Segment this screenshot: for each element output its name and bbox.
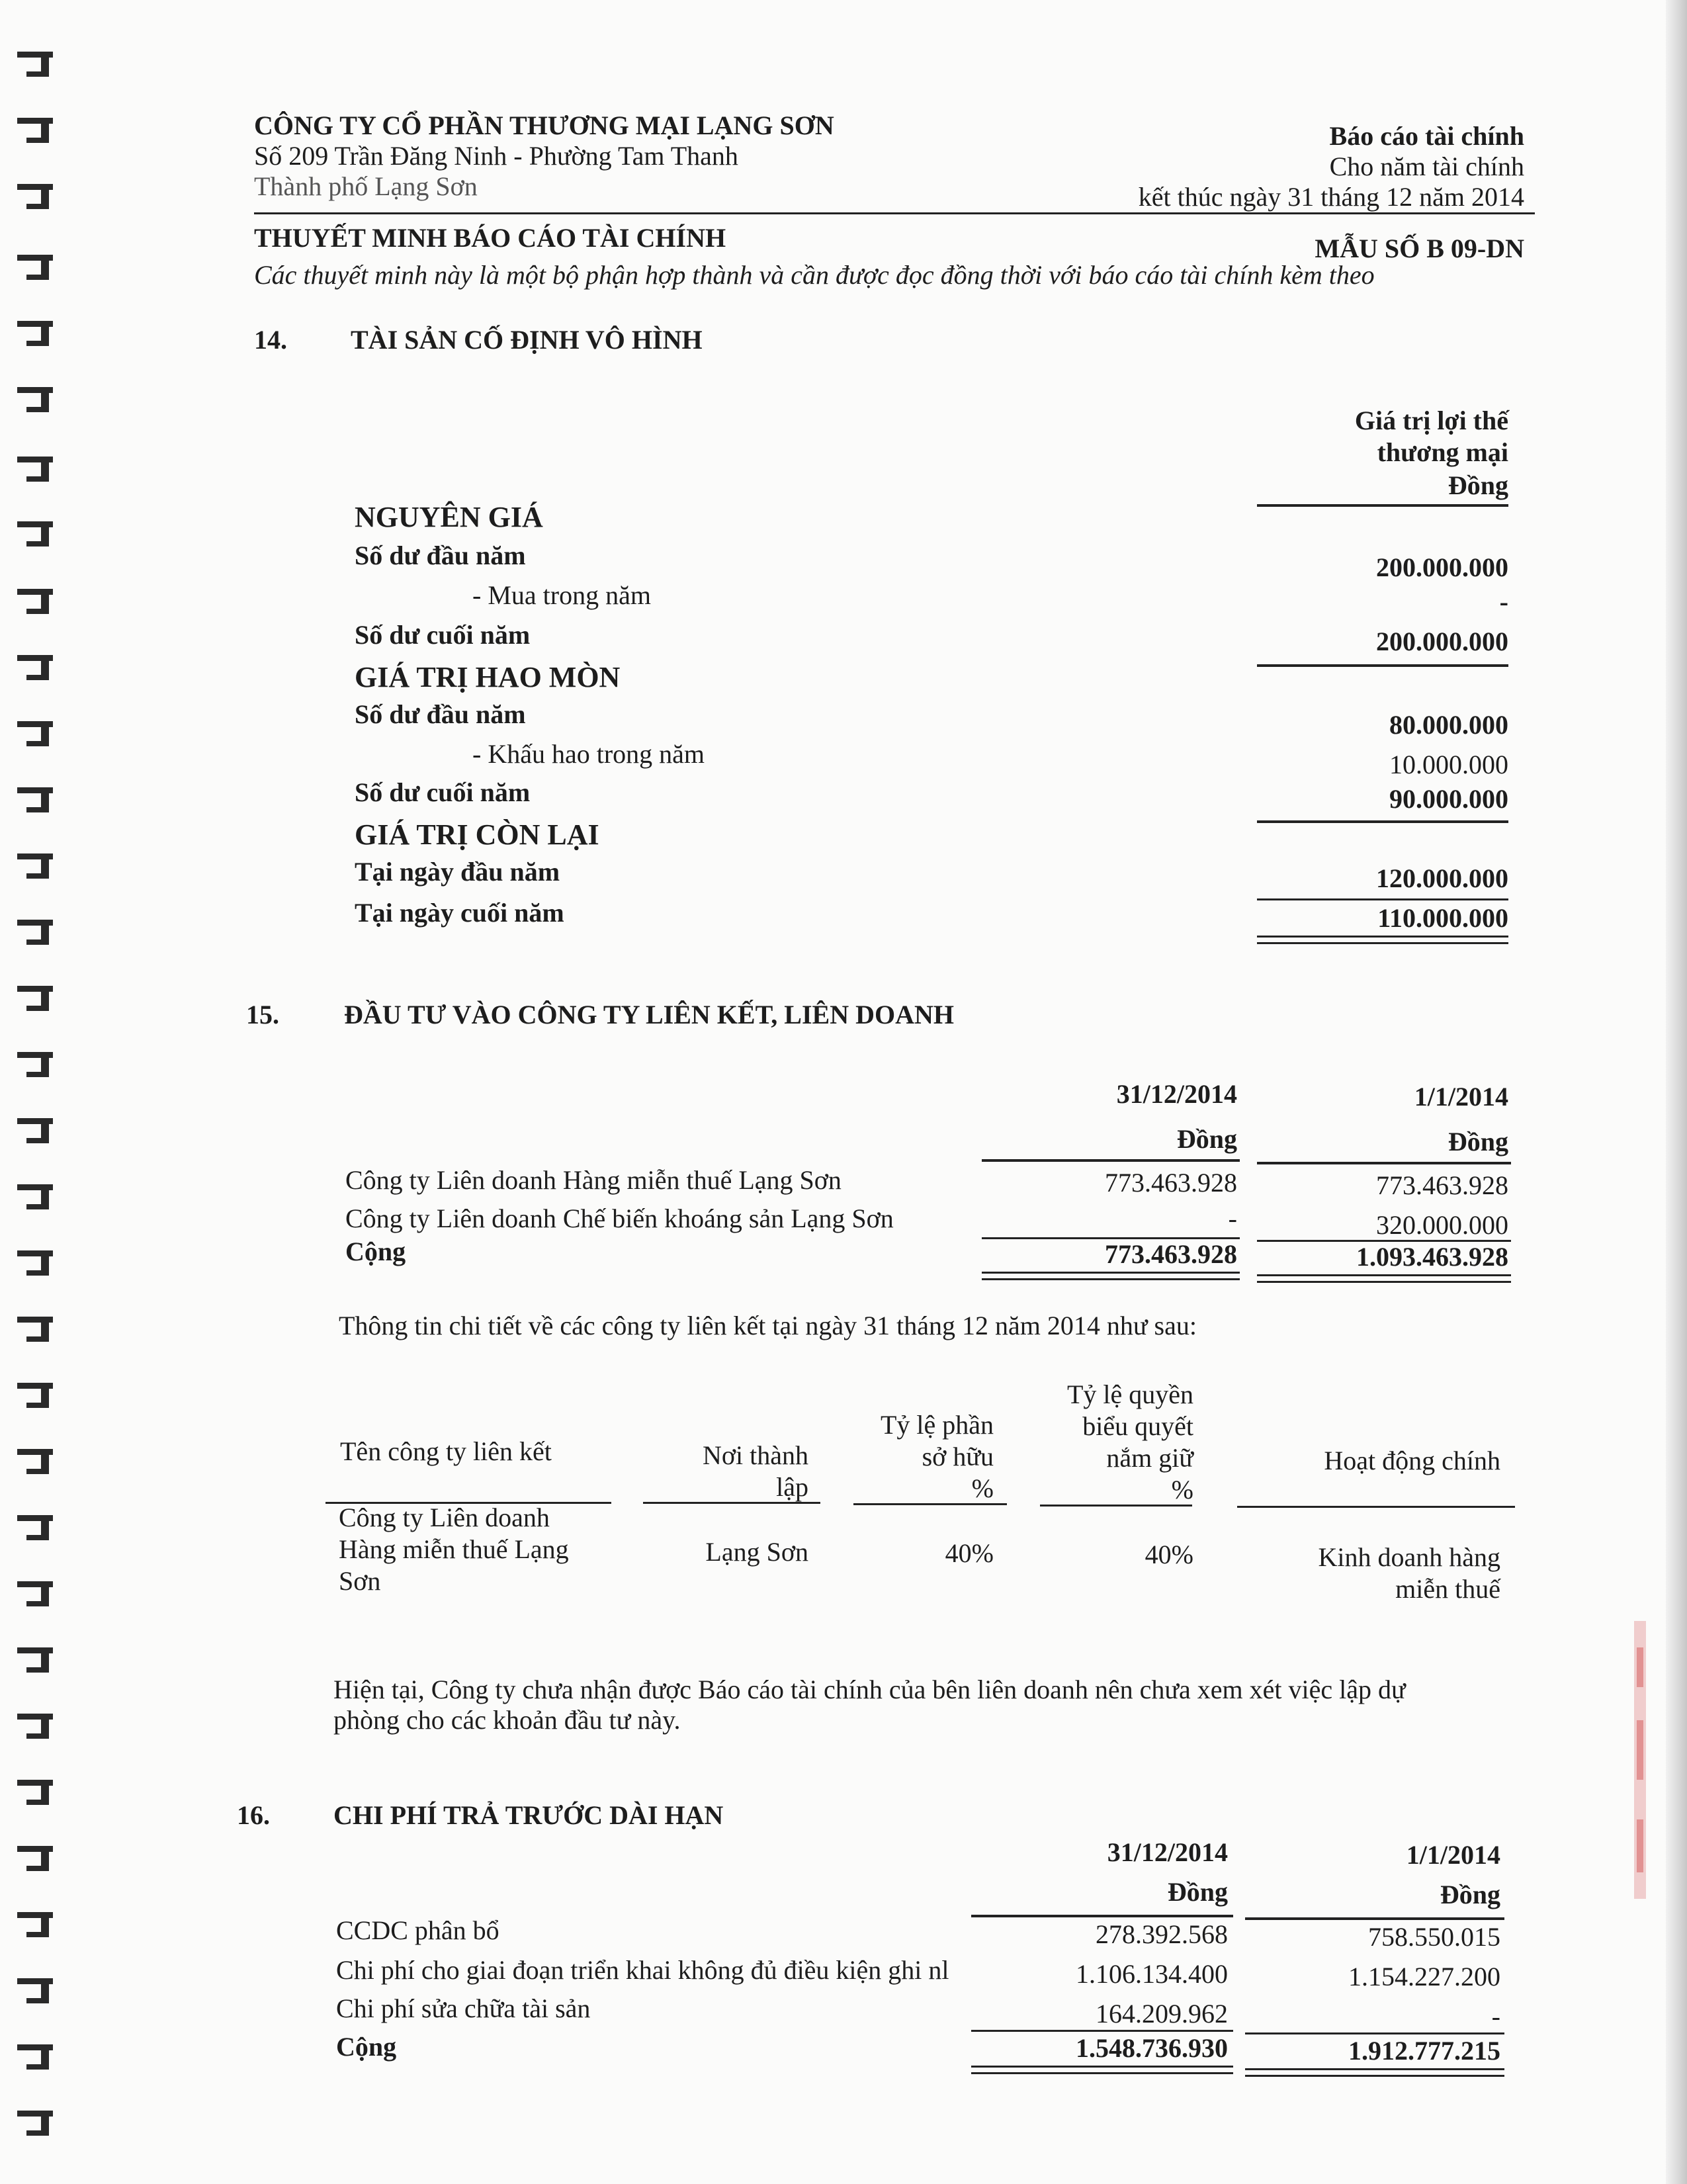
- company-city: Thành phố Lạng Sơn: [254, 171, 478, 201]
- s15-row-value: 773.463.928: [1105, 1168, 1237, 1198]
- s16-header-underline: [971, 1915, 1233, 1917]
- s15-col-unit: Đồng: [1176, 1124, 1237, 1154]
- binder-ring: [17, 118, 53, 143]
- binder-rings: [0, 0, 73, 2184]
- s14-subtotal-rule: [1257, 664, 1508, 667]
- s16-double-rule: [1245, 2068, 1504, 2070]
- s14-header-underline: [1257, 504, 1508, 507]
- s16-double-rule: [1245, 2075, 1504, 2077]
- section-14-title: TÀI SẢN CỐ ĐỊNH VÔ HÌNH: [351, 325, 703, 355]
- s14-row-label: Số dư cuối năm: [355, 777, 531, 807]
- s15-col-header-2014: 31/12/2014: [1116, 1079, 1237, 1109]
- binder-ring: [17, 1515, 53, 1540]
- s15-col-unit: Đồng: [1448, 1127, 1508, 1157]
- s14-row-label: Tại ngày cuối năm: [355, 898, 564, 928]
- report-period-line1: Cho năm tài chính: [1329, 152, 1524, 181]
- s15-total-value: 773.463.928: [1105, 1239, 1237, 1269]
- s15-row-label: Công ty Liên doanh Hàng miễn thuế Lạng Sơn: [345, 1165, 842, 1195]
- s14-row-value: 10.000.000: [1389, 750, 1508, 779]
- binder-ring: [17, 457, 53, 482]
- s15-detail-header-voting: biểu quyết: [1082, 1411, 1193, 1441]
- notes-heading: THUYẾT MINH BÁO CÁO TÀI CHÍNH: [254, 223, 726, 253]
- company-address: Số 209 Trần Đăng Ninh - Phường Tam Thanh: [254, 141, 738, 171]
- binder-ring: [17, 521, 53, 546]
- s14-subtotal-rule: [1257, 820, 1508, 823]
- section-16-number: 16.: [237, 1800, 270, 1830]
- binder-ring: [17, 1647, 53, 1673]
- s15-detail-activity: miễn thuế: [1395, 1574, 1500, 1604]
- s14-row-label: - Mua trong năm: [472, 580, 651, 610]
- s15-row-value: 320.000.000: [1376, 1210, 1508, 1240]
- binder-ring: [17, 1978, 53, 2003]
- s16-row-value: 1.106.134.400: [1076, 1959, 1228, 1989]
- s14-rule: [1257, 898, 1508, 900]
- s15-double-rule: [982, 1278, 1240, 1280]
- binder-ring: [17, 986, 53, 1011]
- s15-detail-header-place: Nơi thành: [702, 1440, 808, 1470]
- s16-double-rule: [971, 2066, 1233, 2068]
- binder-ring: [17, 1581, 53, 1606]
- binder-ring: [17, 1846, 53, 1871]
- form-number: MẪU SỐ B 09-DN: [1315, 234, 1524, 263]
- s16-col-unit: Đồng: [1440, 1880, 1500, 1909]
- binder-ring: [17, 655, 53, 680]
- s15-row-value: -: [1228, 1203, 1237, 1233]
- s14-double-rule: [1257, 936, 1508, 938]
- s15-double-rule: [1257, 1274, 1511, 1276]
- s15-detail-company: Công ty Liên doanh: [339, 1503, 550, 1532]
- binder-ring: [17, 255, 53, 280]
- s15-detail-ownership: 40%: [945, 1538, 994, 1568]
- binder-ring: [17, 1449, 53, 1474]
- binder-ring: [17, 787, 53, 812]
- s14-row-value: 120.000.000: [1376, 863, 1508, 893]
- s15-detail-header-rule: [853, 1503, 1007, 1505]
- s16-row-label: Chi phí sửa chữa tài sản: [336, 1993, 591, 2023]
- s15-col-header-2014-open: 1/1/2014: [1414, 1082, 1508, 1112]
- header-rule: [254, 212, 1535, 214]
- s14-row-label: - Khấu hao trong năm: [472, 739, 705, 769]
- s14-row-label: GIÁ TRỊ HAO MÒN: [355, 661, 621, 693]
- s15-detail-header-ownership-unit: %: [971, 1473, 994, 1503]
- binder-ring: [17, 1317, 53, 1342]
- s14-row-value: 80.000.000: [1389, 710, 1508, 740]
- binder-ring: [17, 589, 53, 614]
- s15-double-rule: [982, 1272, 1240, 1274]
- binder-ring: [17, 920, 53, 945]
- s14-column-header-line1: Giá trị lợi thế: [1354, 406, 1508, 435]
- s15-detail-voting: 40%: [1145, 1540, 1193, 1569]
- s16-header-underline: [1245, 1917, 1504, 1920]
- report-title: Báo cáo tài chính: [1329, 121, 1524, 151]
- s15-detail-header-name: Tên công ty liên kết: [340, 1436, 552, 1466]
- s14-column-unit: Đồng: [1448, 470, 1508, 500]
- page-edge-shadow: [1666, 0, 1687, 2184]
- s15-total-value: 1.093.463.928: [1356, 1242, 1508, 1272]
- s14-row-value: 110.000.000: [1377, 903, 1508, 933]
- s16-row-label: Chi phí cho giai đoạn triển khai không đủ điều kiện ghi nl: [336, 1955, 949, 1985]
- binder-ring: [17, 184, 53, 209]
- binder-ring: [17, 853, 53, 879]
- s14-row-label: Số dư cuối năm: [355, 620, 531, 650]
- s15-detail-header-activity: Hoạt động chính: [1324, 1446, 1500, 1475]
- s16-row-value: 278.392.568: [1096, 1919, 1228, 1949]
- s15-detail-intro: Thông tin chi tiết về các công ty liên kết tại ngày 31 tháng 12 năm 2014 như sau:: [339, 1311, 1197, 1340]
- s16-subtotal-rule: [1245, 2032, 1504, 2034]
- s14-row-label: Số dư đầu năm: [355, 541, 526, 570]
- binder-ring: [17, 1184, 53, 1209]
- section-16-title: CHI PHÍ TRẢ TRƯỚC DÀI HẠN: [333, 1800, 724, 1830]
- binder-ring: [17, 1714, 53, 1739]
- s16-col-header-2014: 31/12/2014: [1107, 1837, 1228, 1867]
- s15-detail-company: Hàng miễn thuế Lạng: [339, 1534, 569, 1564]
- s14-row-label: Tại ngày đầu năm: [355, 857, 560, 887]
- s15-remark: Hiện tại, Công ty chưa nhận được Báo cáo tài chính của bên liên doanh nên chưa xem xét việc lập dự: [333, 1675, 1406, 1704]
- binder-ring: [17, 321, 53, 346]
- s14-row-label: NGUYÊN GIÁ: [355, 501, 543, 533]
- s15-detail-header-voting: nắm giữ: [1106, 1443, 1193, 1473]
- s16-row-value: 758.550.015: [1368, 1922, 1500, 1952]
- side-stamp-mark: [1629, 1621, 1651, 1899]
- s16-col-header-2014-open: 1/1/2014: [1406, 1840, 1500, 1870]
- s14-row-value: 90.000.000: [1389, 784, 1508, 814]
- section-14-number: 14.: [254, 325, 287, 355]
- s16-row-value: 164.209.962: [1096, 1999, 1228, 2029]
- binder-ring: [17, 1780, 53, 1805]
- s15-detail-header-place: lập: [776, 1472, 808, 1502]
- binder-ring: [17, 1250, 53, 1276]
- s16-double-rule: [971, 2072, 1233, 2074]
- s15-remark: phòng cho các khoản đầu tư này.: [333, 1705, 681, 1735]
- s16-row-label: CCDC phân bổ: [336, 1915, 499, 1945]
- s15-detail-header-rule: [1237, 1506, 1515, 1508]
- s14-double-rule: [1257, 942, 1508, 944]
- s16-row-value: -: [1491, 2001, 1500, 2031]
- section-15-title: ĐẦU TƯ VÀO CÔNG TY LIÊN KẾT, LIÊN DOANH: [344, 1000, 954, 1029]
- company-name: CÔNG TY CỔ PHẦN THƯƠNG MẠI LẠNG SƠN: [254, 110, 834, 140]
- binder-ring: [17, 721, 53, 746]
- binder-ring: [17, 1118, 53, 1143]
- s15-detail-header-ownership: sở hữu: [922, 1442, 994, 1471]
- binder-ring: [17, 1052, 53, 1077]
- s15-row-value: 773.463.928: [1376, 1170, 1508, 1200]
- s16-total-value: 1.912.777.215: [1348, 2036, 1500, 2066]
- s15-header-underline: [982, 1159, 1240, 1162]
- s16-row-value: 1.154.227.200: [1348, 1962, 1500, 1991]
- s15-detail-header-voting-unit: %: [1171, 1475, 1193, 1505]
- binder-ring: [17, 52, 53, 77]
- s15-header-underline: [1257, 1162, 1511, 1164]
- s15-total-label: Cộng: [345, 1237, 406, 1266]
- s15-detail-header-ownership: Tỷ lệ phần: [880, 1410, 994, 1440]
- s15-detail-activity: Kinh doanh hàng: [1318, 1542, 1500, 1572]
- s15-row-label: Công ty Liên doanh Chế biến khoáng sản Lạng Sơn: [345, 1203, 894, 1233]
- s15-detail-header-rule: [1040, 1505, 1192, 1507]
- section-15-number: 15.: [246, 1000, 279, 1029]
- s14-column-header-line2: thương mại: [1377, 437, 1508, 467]
- s14-row-value: 200.000.000: [1376, 552, 1508, 582]
- binder-ring: [17, 2044, 53, 2070]
- s15-detail-place: Lạng Sơn: [705, 1537, 808, 1567]
- s14-row-value: 200.000.000: [1376, 627, 1508, 656]
- s16-total-label: Cộng: [336, 2032, 397, 2062]
- s14-row-label: GIÁ TRỊ CÒN LẠI: [355, 818, 599, 851]
- s15-detail-company: Sơn: [339, 1566, 381, 1596]
- s14-row-value: -: [1499, 587, 1508, 617]
- s16-subtotal-rule: [971, 2030, 1233, 2032]
- report-period-line2: kết thúc ngày 31 tháng 12 năm 2014: [1138, 182, 1524, 212]
- binder-ring: [17, 1912, 53, 1937]
- s15-double-rule: [1257, 1281, 1511, 1283]
- notes-disclaimer: Các thuyết minh này là một bộ phận hợp thành và cần được đọc đồng thời với báo cáo tài chính kèm theo: [254, 260, 1375, 290]
- s15-detail-header-rule: [643, 1502, 820, 1504]
- s15-detail-header-voting: Tỷ lệ quyền: [1066, 1379, 1193, 1409]
- binder-ring: [17, 1383, 53, 1408]
- s14-row-label: Số dư đầu năm: [355, 699, 526, 729]
- s16-total-value: 1.548.736.930: [1076, 2033, 1228, 2063]
- binder-ring: [17, 387, 53, 412]
- s16-col-unit: Đồng: [1167, 1877, 1228, 1907]
- binder-ring: [17, 2111, 53, 2136]
